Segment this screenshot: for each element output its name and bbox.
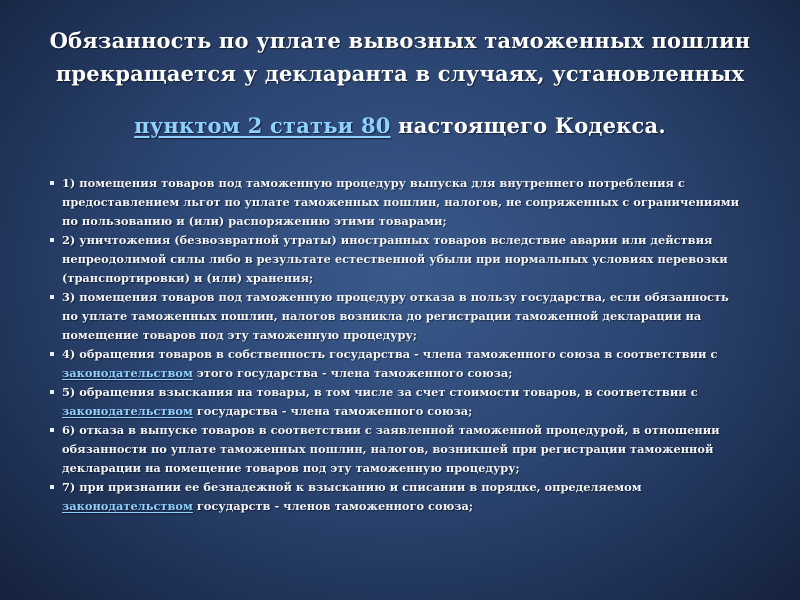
item-text-post: государств - членов таможенного союза; [192, 499, 474, 513]
list-item [48, 421, 748, 478]
title-line-1: Обязанность по уплате вывозных таможенных пошлин [49, 28, 751, 53]
list-item [48, 174, 748, 231]
item-text-pre: 5) обращения взыскания на товары, в том числе за счет стоимости товаров, в соответствии с [62, 385, 698, 399]
item-text-post: государства - члена таможенного союза; [192, 404, 473, 418]
item-text-post: этого государства - члена таможенного союза; [192, 366, 513, 380]
article-80-link[interactable]: пунктом 2 статьи 80 [134, 113, 391, 138]
item-text: 6) отказа в выпуске товаров в соответствии с заявленной таможенной процедурой, в отношении обязанности по уплате таможенных пошлин, налогов, возникшей при регистрации таможенной декларации на помещение товаров под эту таможенную процедуру; [62, 423, 720, 475]
item-text: 2) уничтожения (безвозвратной утраты) иностранных товаров вследствие аварии или действия непреодолимой силы либо в результате естественной убыли при нормальных условиях перевозки (транспортировки) и (или) хранения; [62, 233, 728, 285]
title-tail: настоящего Кодекса. [390, 113, 666, 138]
list-item [48, 231, 748, 288]
item-text-pre: 7) при признании ее безнадежной к взысканию и списании в порядке, определяемом [62, 480, 642, 494]
list-item [48, 478, 748, 516]
legislation-link[interactable]: законодательством [62, 499, 193, 513]
title-line-3 [20, 109, 780, 142]
slide-title [20, 24, 780, 142]
bullet-icon [50, 352, 54, 356]
item-text: 1) помещения товаров под таможенную процедуру выпуска для внутреннего потребления с предоставлением льгот по уплате таможенных пошлин, налогов, не сопряженных с ограничениями по пользованию и (или) распоряжению этими товарами; [62, 176, 740, 228]
list-item [48, 345, 748, 383]
bullet-icon [50, 181, 54, 185]
bullet-icon [50, 390, 54, 394]
cases-list [48, 174, 748, 516]
bullet-icon [50, 428, 54, 432]
legislation-link[interactable]: законодательством [62, 366, 193, 380]
bullet-icon [50, 485, 54, 489]
item-text-pre: 4) обращения товаров в собственность государства - члена таможенного союза в соответствии с [62, 347, 718, 361]
item-text: 3) помещения товаров под таможенную процедуру отказа в пользу государства, если обязанность по уплате таможенных пошлин, налогов возникла до регистрации таможенной декларации на помещение товаров под эту таможенную процедуру; [62, 290, 729, 342]
bullet-icon [50, 295, 54, 299]
list-item [48, 383, 748, 421]
list-item [48, 288, 748, 345]
legislation-link[interactable]: законодательством [62, 404, 193, 418]
bullet-icon [50, 238, 54, 242]
title-line-2: прекращается у декларанта в случаях, установленных [55, 61, 745, 86]
